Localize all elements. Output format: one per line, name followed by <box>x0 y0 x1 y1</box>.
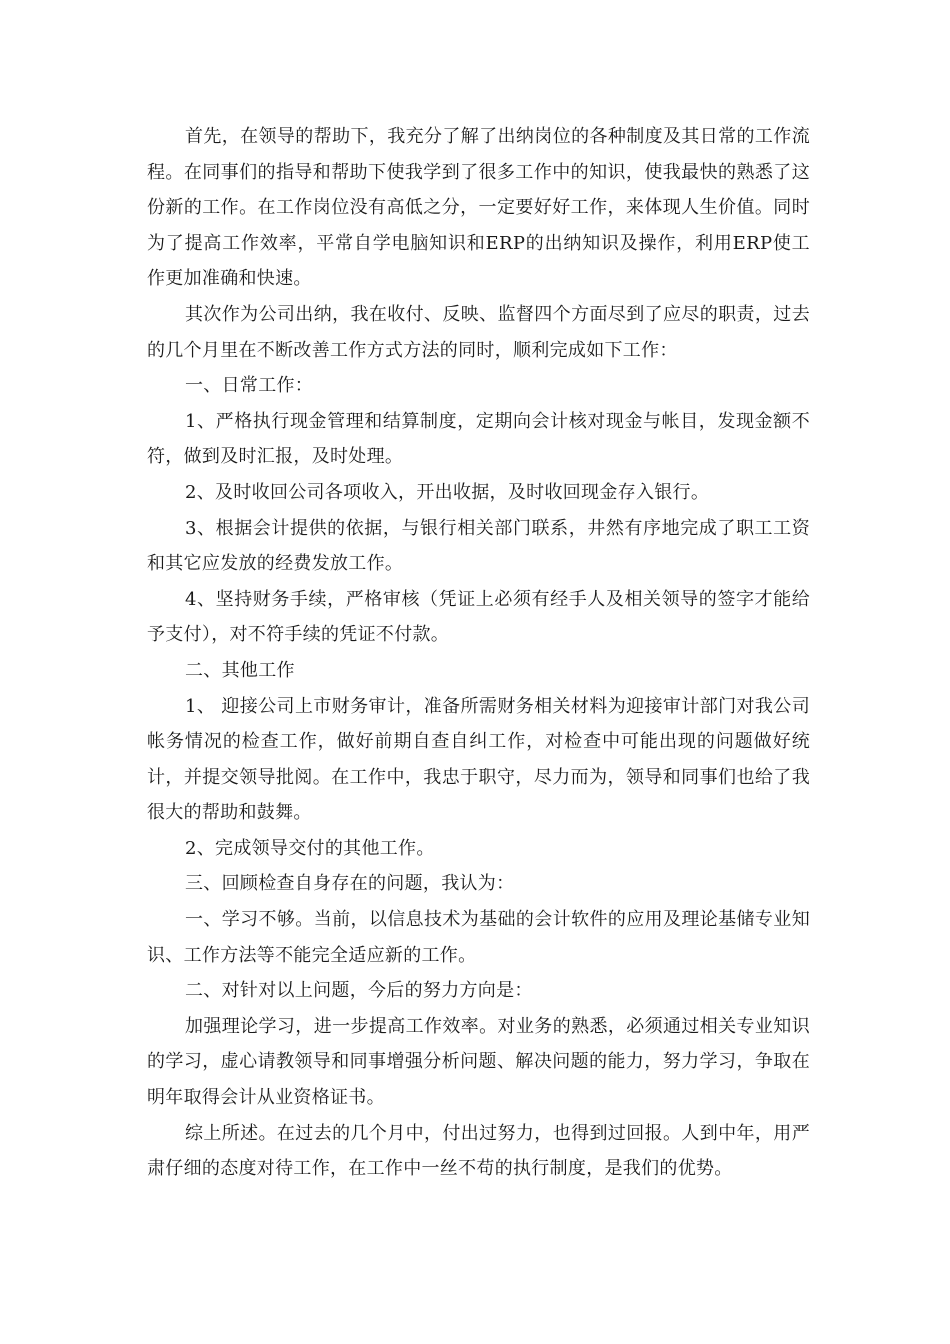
list-item-daily-1: 1、严格执行现金管理和结算制度，定期向会计核对现金与帐目，发现金额不符，做到及时汇报，及时处理。 <box>147 410 810 468</box>
heading-review: 三、回顾检查自身存在的问题，我认为： <box>185 873 515 895</box>
paragraph-duties: 其次作为公司出纳，我在收付、反映、监督四个方面尽到了应尽的职责，过去的几个月里在不断改善工作方式方法的同时，顺利完成如下工作： <box>147 303 810 361</box>
heading-other-work: 二、其他工作 <box>185 659 295 681</box>
paragraph-improvement: 加强理论学习，进一步提高工作效率。对业务的熟悉，必须通过相关专业知识的学习，虚心请教领导和同事增强分析问题、解决问题的能力，努力学习，争取在明年取得会计从业资格证书。 <box>147 1015 810 1109</box>
list-item-other-1: 1、 迎接公司上市财务审计，准备所需财务相关材料为迎接审计部门对我公司帐务情况的检查工作，做好前期自查自纠工作，对检查中可能出现的问题做好统计，并提交领导批阅。在工作中，我忠于职守，尽力而为，领导和同事们也给了我很大的帮助和鼓舞。 <box>147 695 810 824</box>
review-item-2: 二、对针对以上问题，今后的努力方向是： <box>185 980 533 1002</box>
paragraph-intro: 首先，在领导的帮助下，我充分了解了出纳岗位的各种制度及其日常的工作流程。在同事们的指导和帮助下使我学到了很多工作中的知识，使我最快的熟悉了这份新的工作。在工作岗位没有高低之分，一定要好好工作，来体现人生价值。同时为了提高工作效率，平常自学电脑知识和ERP的出纳知识及操作，利用ERP使工作更加准确和快速。 <box>147 126 810 290</box>
review-item-1: 一、学习不够。当前，以信息技术为基础的会计软件的应用及理论基储专业知识、工作方法等不能完全适应新的工作。 <box>147 909 810 966</box>
list-item-daily-4: 4、坚持财务手续，严格审核（凭证上必须有经手人及相关领导的签字才能给予支付），对不符手续的凭证不付款。 <box>147 588 810 646</box>
heading-daily-work: 一、日常工作： <box>185 375 314 397</box>
list-item-daily-2: 2、及时收回公司各项收入，开出收据，及时收回现金存入银行。 <box>185 481 710 503</box>
list-item-daily-3: 3、根据会计提供的依据，与银行相关部门联系，井然有序地完成了职工工资和其它应发放的经费发放工作。 <box>147 517 810 575</box>
document-body <box>147 119 810 1187</box>
paragraph-summary: 综上所述。在过去的几个月中，付出过努力，也得到过回报。人到中年，用严肃仔细的态度对待工作，在工作中一丝不苟的执行制度，是我们的优势。 <box>147 1122 810 1180</box>
list-item-other-2: 2、完成领导交付的其他工作。 <box>185 837 435 859</box>
